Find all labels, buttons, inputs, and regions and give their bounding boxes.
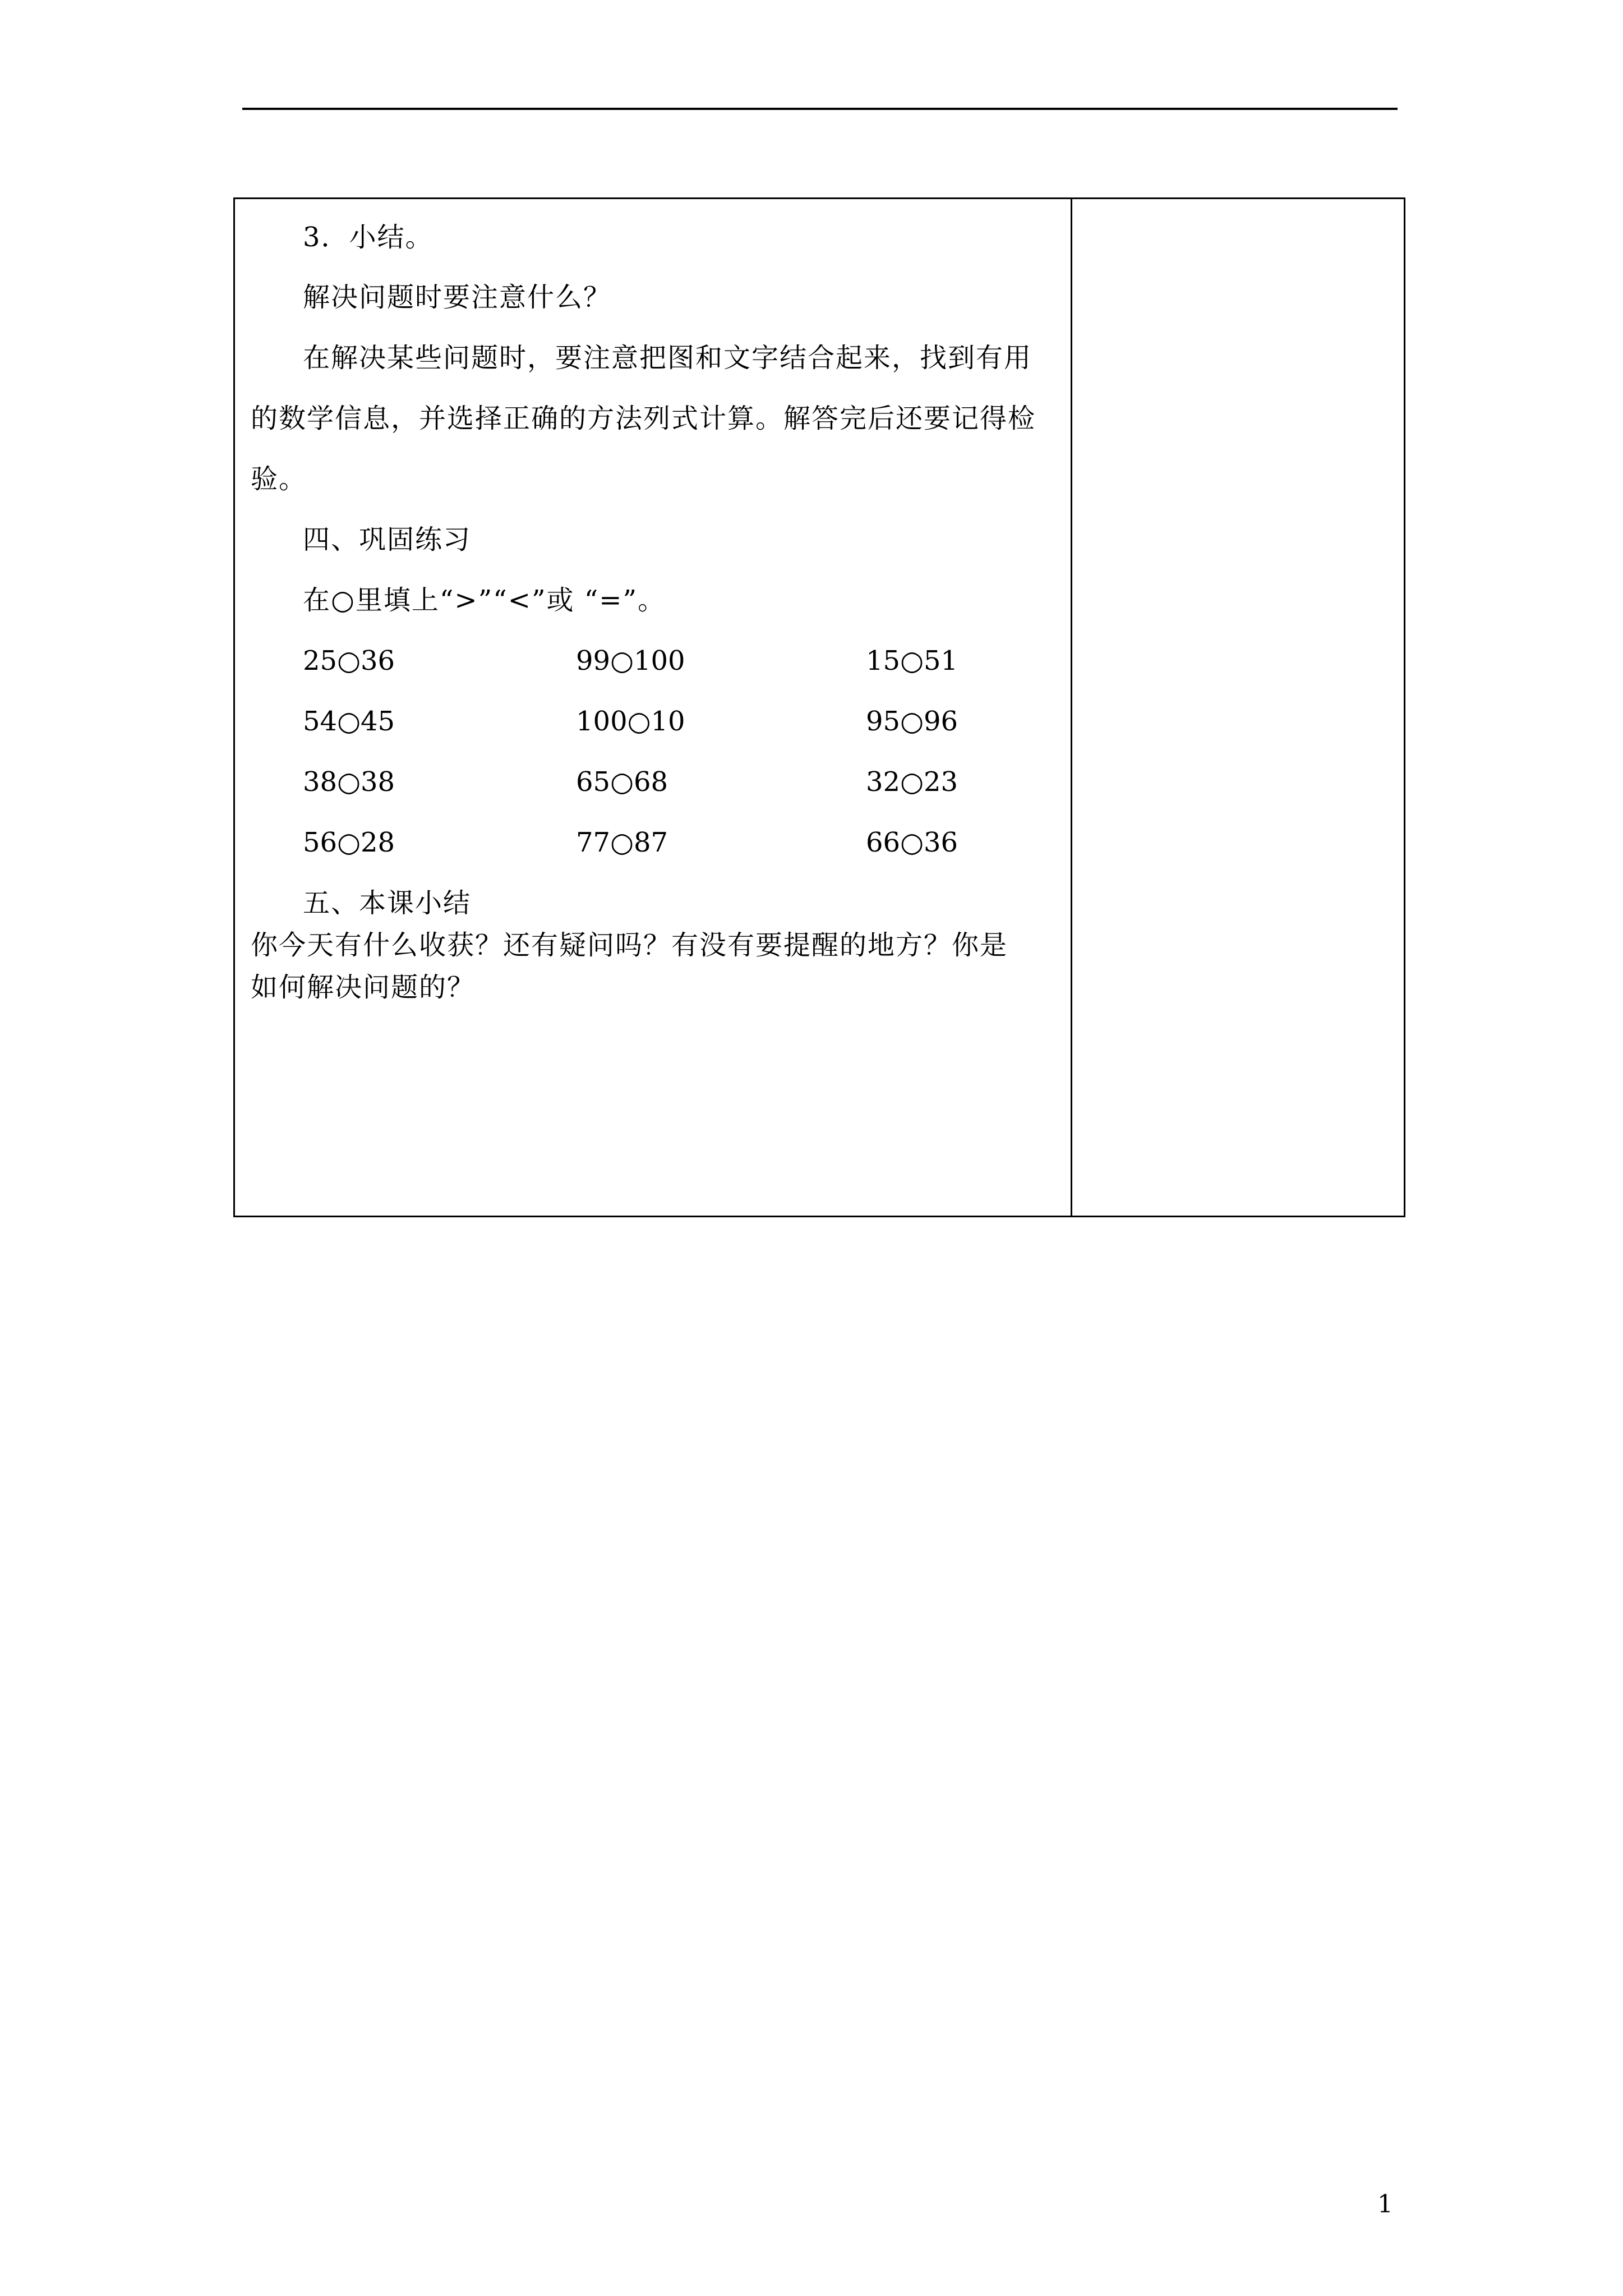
comparison-cell: 15○51 xyxy=(866,645,958,677)
comparison-cell: 32○23 xyxy=(866,766,958,798)
practice-heading: 四、巩固练习 xyxy=(303,524,472,555)
comparison-cell: 95○96 xyxy=(866,706,958,737)
closing-heading: 五、本课小结 xyxy=(303,887,472,919)
comparison-cell: 25○36 xyxy=(303,645,395,677)
comparison-cell: 77○87 xyxy=(576,827,668,858)
summary-heading: 3．小结。 xyxy=(303,222,434,253)
summary-answer-line-3: 验。 xyxy=(251,463,307,495)
summary-answer-line-2: 的数学信息，并选择正确的方法列式计算。解答完后还要记得检 xyxy=(251,403,1036,434)
comparison-cell: 38○38 xyxy=(303,766,395,798)
lesson-table xyxy=(233,197,1405,1217)
summary-answer-line-1: 在解决某些问题时，要注意把图和文字结合起来，找到有用 xyxy=(303,342,1032,374)
comparison-cell: 56○28 xyxy=(303,827,395,858)
comparison-cell: 66○36 xyxy=(866,827,958,858)
closing-line-2: 如何解决问题的？ xyxy=(251,972,476,1003)
comparison-cell: 99○100 xyxy=(576,645,685,677)
comparison-cell: 100○10 xyxy=(576,706,685,737)
page-number: 1 xyxy=(1377,2190,1393,2219)
summary-question: 解决问题时要注意什么？ xyxy=(303,282,612,313)
closing-line-1: 你今天有什么收获？还有疑问吗？有没有要提醒的地方？你是 xyxy=(251,930,1008,961)
header-rule xyxy=(242,108,1398,110)
comparison-cell: 54○45 xyxy=(303,706,395,737)
comparison-cell: 65○68 xyxy=(576,766,668,798)
practice-instruction: 在○里填上“>”“<”或 “=”。 xyxy=(303,585,666,616)
notes-column xyxy=(1072,199,1404,1216)
